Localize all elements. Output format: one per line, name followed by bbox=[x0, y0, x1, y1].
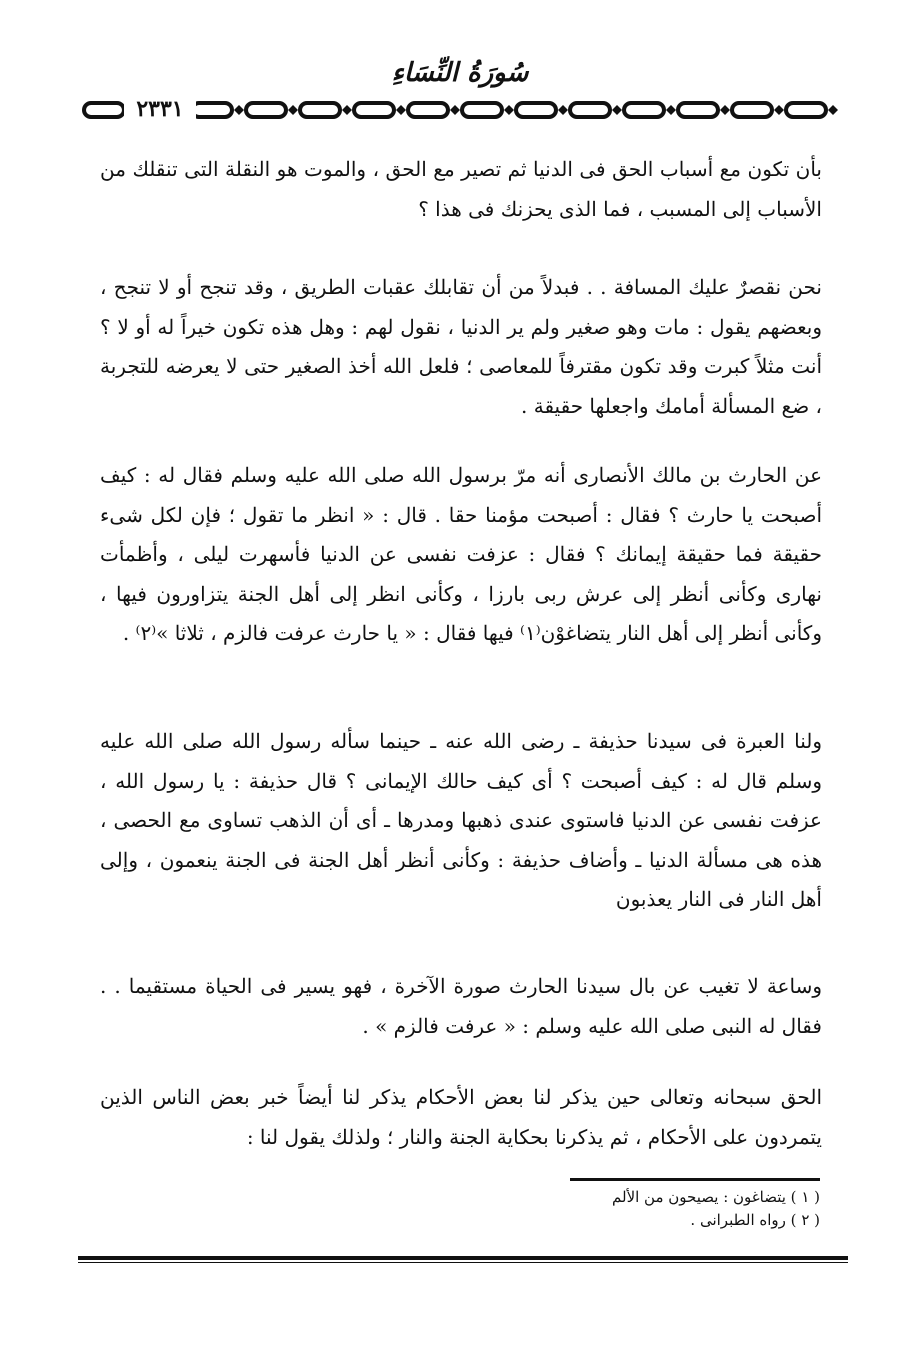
footnote-divider bbox=[570, 1178, 820, 1181]
chain-diamond bbox=[558, 105, 568, 115]
paragraph-3: عن الحارث بن مالك الأنصارى أنه مرّ برسول الله صلى الله عليه وسلم فقال له : كيف أصبحت يا حارث ؟ فقال : أصبحت مؤمنا حقا . قال : « انظر ما تقول ؛ فإن لكل شىء حقيقة فما حقيقة إيمانك ؟ فقال : عزفت نفسى عن الدنيا فأسهرت ليلى ، وأظمأت نهارى وكأنى أنظر إلى عرش ربى بارزا ، وكأنى انظر إلى أهل الجنة يتزاورون فيها ، وكأنى أنظر إلى أهل النار يتضاغوْن⁽١⁾ فيها فقال : « يا حارث عرفت فالزم ، ثلاثا »⁽٢⁾ . bbox=[100, 463, 822, 645]
bottom-border-thin bbox=[78, 1262, 848, 1263]
bottom-border bbox=[78, 1256, 848, 1260]
chain-link bbox=[462, 103, 502, 117]
chain-link bbox=[732, 103, 772, 117]
surah-title: سُورَةُ النِّسَاءِ bbox=[391, 58, 529, 88]
chain-diamond bbox=[288, 105, 298, 115]
chain-link bbox=[84, 103, 124, 117]
chain-diamond bbox=[612, 105, 622, 115]
chain-diamond bbox=[342, 105, 352, 115]
chain-link bbox=[354, 103, 394, 117]
chain-link bbox=[516, 103, 556, 117]
paragraph-2: نحن نقصرٌ عليك المسافة . . فبدلاً من أن تقابلك عقبات الطريق ، وقد تنجح أو لا تنجح ، وبعضهم يقول : مات وهو صغير ولم ير الدنيا ، نقول لهم : وهل هذه تكون خيراً له أو لا ؟ أنت مثلاً كبرت وقد تكون مقترفاً للمعاصى ؛ فلعل الله أخذ الصغير حتى لا يعرضه للتجربة ، ضع المسألة أمامك واجعلها حقيقة . bbox=[100, 275, 822, 418]
chain-link bbox=[624, 103, 664, 117]
chain-diamond bbox=[234, 105, 244, 115]
chain-link bbox=[786, 103, 826, 117]
paragraph-1: بأن تكون مع أسباب الحق فى الدنيا ثم تصير مع الحق ، والموت هو النقلة التى تنقلك من الأسباب إلى المسبب ، فما الذى يحزنك فى هذا ؟ bbox=[100, 157, 822, 221]
page-number: ٢٣٣١ bbox=[124, 94, 196, 124]
footnotes bbox=[400, 1186, 820, 1232]
footnote-1: ( ١ ) يتضاغون : يصيحون من الألم bbox=[612, 1188, 820, 1206]
paragraph-6: الحق سبحانه وتعالى حين يذكر لنا بعض الأحكام يذكر لنا أيضاً خبر بعض الناس الذين يتمردون على الأحكام ، ثم يذكرنا بحكاية الجنة والنار ؛ ولذلك يقول لنا : bbox=[100, 1085, 822, 1149]
footnote-2: ( ٢ ) رواه الطبرانى . bbox=[690, 1211, 820, 1229]
chain-link bbox=[678, 103, 718, 117]
chain-link bbox=[300, 103, 340, 117]
chain-link bbox=[192, 103, 232, 117]
chain-diamond bbox=[666, 105, 676, 115]
paragraph-4: ولنا العبرة فى سيدنا حذيفة ـ رضى الله عنه ـ حينما سأله رسول الله صلى الله عليه وسلم قال له : كيف أصبحت ؟ أى كيف حالك الإيمانى ؟ قال حذيفة : يا رسول الله ، عزفت نفسى عن الدنيا فاستوى عندى ذهبها ومدرها ـ أى أن الذهب تساوى مع الحصى ، هذه هى مسألة الدنيا ـ وأضاف حذيفة : وكأنى أنظر أهل الجنة فى الجنة ينعمون ، وإلى أهل النار فى النار يعذبون bbox=[100, 729, 822, 911]
chain-diamond bbox=[396, 105, 406, 115]
chain-link bbox=[246, 103, 286, 117]
chain-diamond bbox=[774, 105, 784, 115]
chain-diamond bbox=[720, 105, 730, 115]
paragraph-5: وساعة لا تغيب عن بال سيدنا الحارث صورة الآخرة ، فهو يسير فى الحياة مستقيما . . فقال له النبى صلى الله عليه وسلم : « عرفت فالزم » . bbox=[100, 974, 822, 1038]
chain-diamond bbox=[504, 105, 514, 115]
chain-diamond bbox=[450, 105, 460, 115]
chain-link bbox=[570, 103, 610, 117]
chain-link bbox=[408, 103, 448, 117]
chain-diamond bbox=[828, 105, 838, 115]
